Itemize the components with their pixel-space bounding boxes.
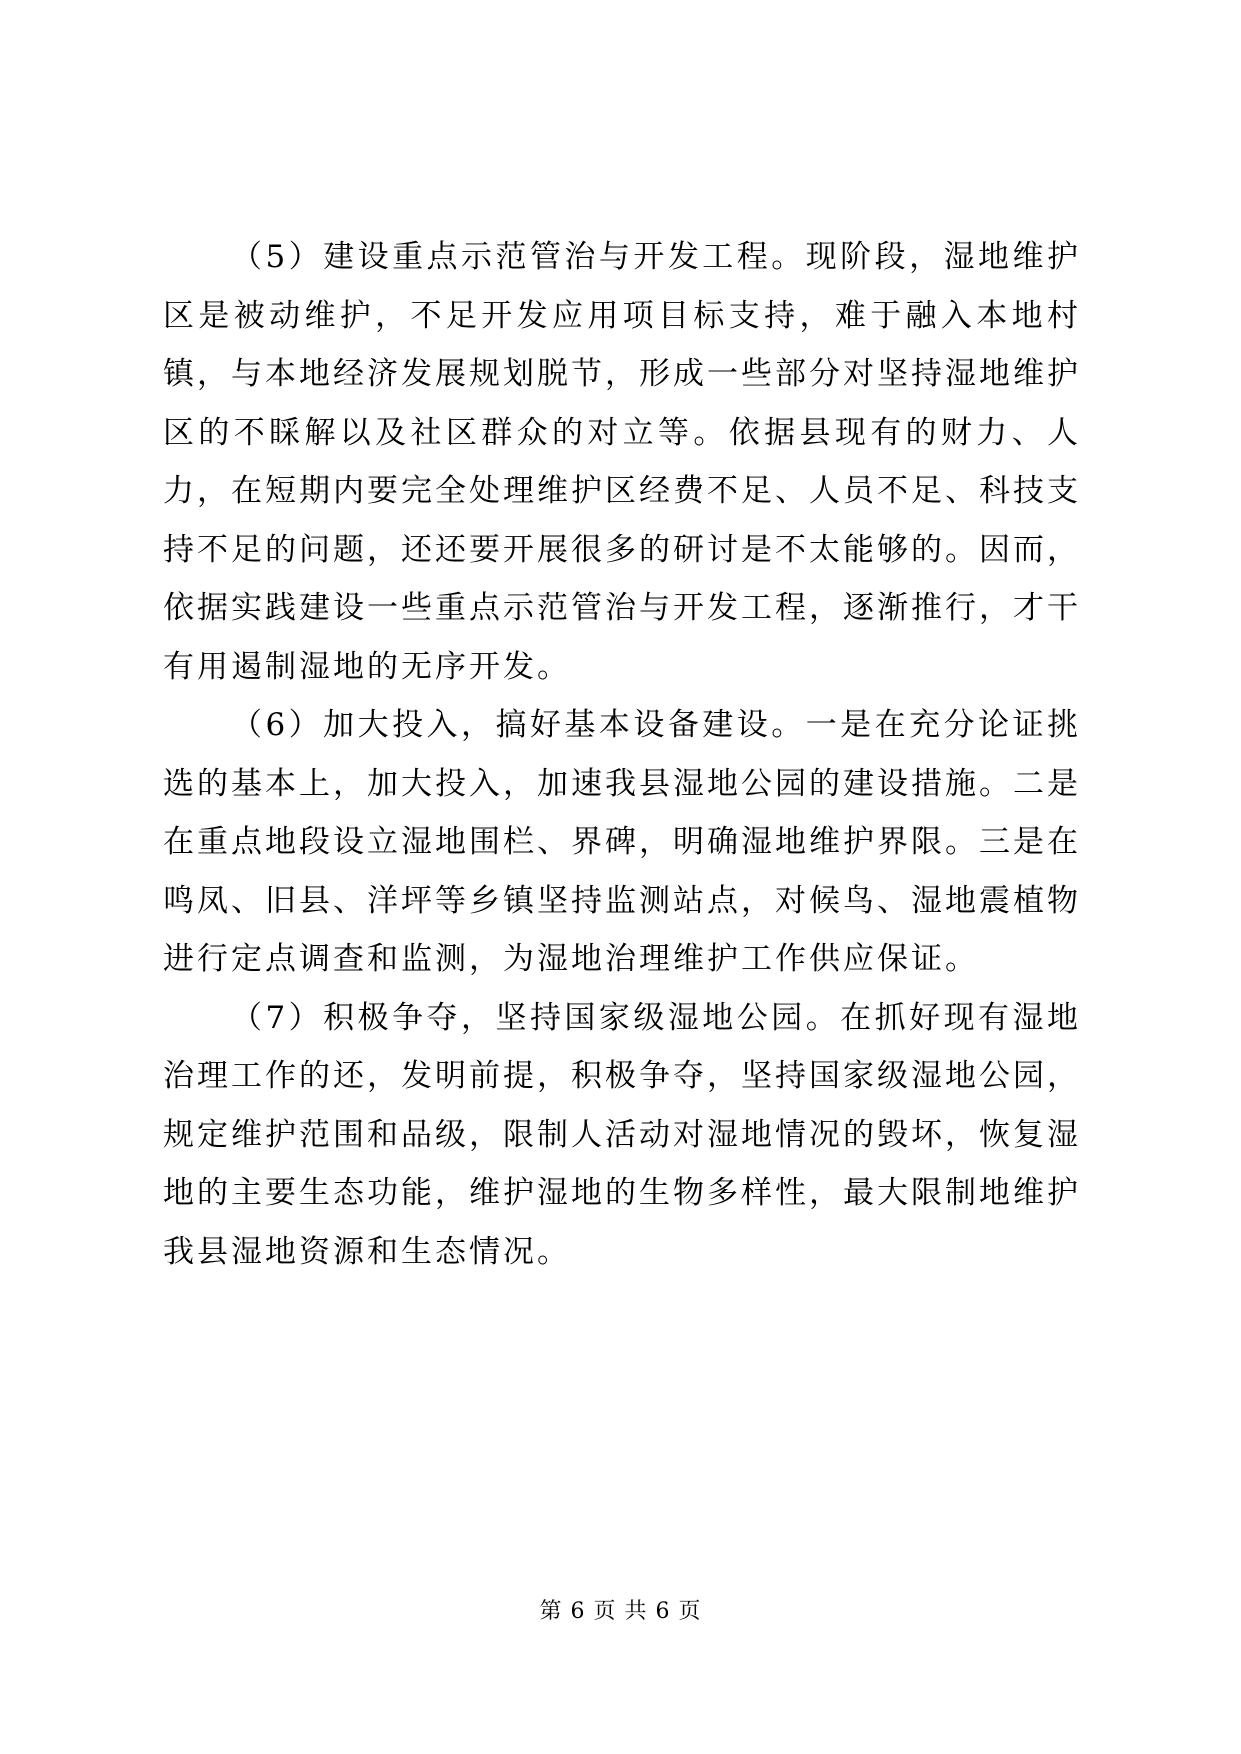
paragraph-6: （6）加大投入，搞好基本设备建设。一是在充分论证挑选的基本上，加大投入，加速我县湿地公园的建设措施。二是在重点地段设立湿地围栏、界碑，明确湿地维护界限。三是在鸣凤、旧县、洋坪等乡镇坚持监测站点，对候鸟、湿地震植物进行定点调查和监测，为湿地治理维护工作供应保证。: [163, 707, 1081, 977]
page-number-footer: 第 6 页 共 6 页: [539, 1599, 702, 1624]
document-body: [163, 228, 1081, 1281]
paragraph-5: （5）建设重点示范管治与开发工程。现阶段，湿地维护区是被动维护，不足开发应用项目标支持，难于融入本地村镇，与本地经济发展规划脱节，形成一些部分对坚持湿地维护区的不睬解以及社区群众的对立等。依据县现有的财力、人力，在短期内要完全处理维护区经费不足、人员不足、科技支持不足的问题，还还要开展很多的研讨是不太能够的。因而，依据实践建设一些重点示范管治与开发工程，逐渐推行，才干有用遏制湿地的无序开发。: [163, 239, 1081, 685]
paragraph-7: （7）积极争夺，坚持国家级湿地公园。在抓好现有湿地治理工作的还，发明前提，积极争夺，坚持国家级湿地公园，规定维护范围和品级，限制人活动对湿地情况的毁坏，恢复湿地的主要生态功能，维护湿地的生物多样性，最大限制地维护我县湿地资源和生态情况。: [163, 999, 1081, 1270]
